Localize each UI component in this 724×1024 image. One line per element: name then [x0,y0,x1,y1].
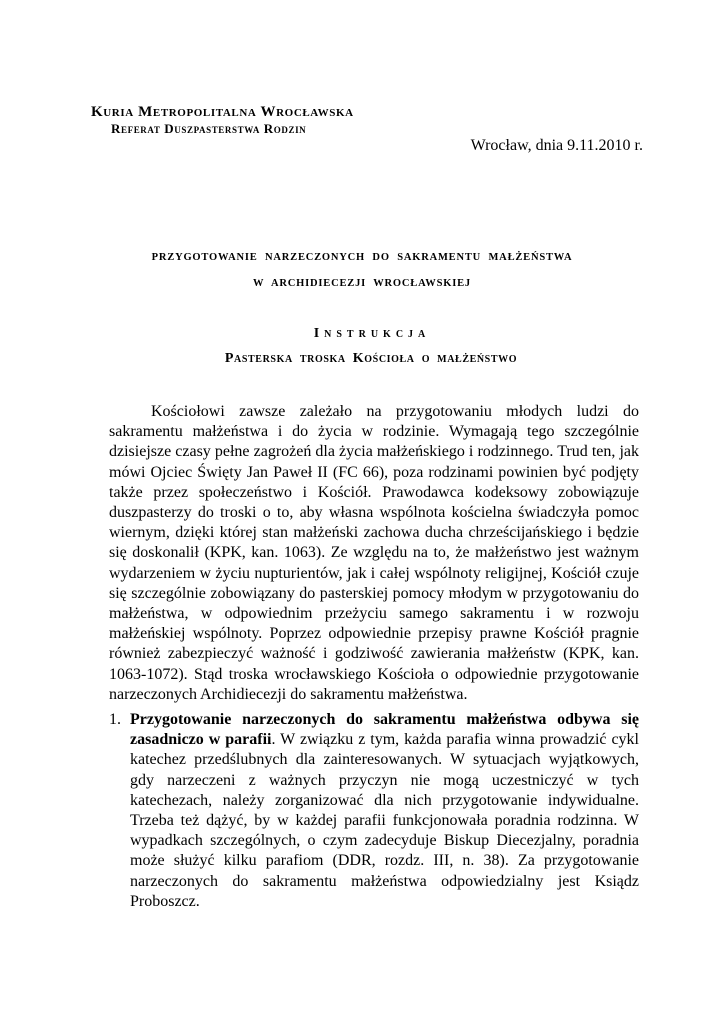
section-subtitle: Pasterska troska Kościoła o małżeństwo [224,351,518,366]
list-item-text: . W związku z tym, każda parafia winna prowadzić cykl katechez przedślubnych dla zainteresowanych. W sytuacjach wyjątkowych, gdy narzeczeni z ważnych przyczyn nie mogą uczestniczyć w tych katechezach, należy zorganizować dla nich przygotowanie indywidualne. Trzeba też dążyć, by w każdej parafii funkcjonowała poradnia rodzinna. W wypadkach szczególnych, o czym zadecyduje Biskup Diecezjalny, poradnia może służyć kilku parafiom (DDR, rozdz. III, n. 38). Za przygotowanie narzeczonych do sakramentu małżeństwa odpowiedzialny jest Ksiądz Proboszcz. [130,731,640,910]
list-item-bold-text: Przygotowanie narzeczonych do sakramentu małżeństwa odbywa się zasadniczo w parafii [130,711,639,749]
intro-paragraph: Kościołowi zawsze zależało na przygotowaniu młodych ludzi do sakramentu małżeństwa i do życia w rodzinie. Wymagają tego szczególnie dzisiejsze czasy pełne zagrożeń dla życia małżeńskiego i rodzinnego. Trud ten, jak mówi Ojciec Święty Jan Paweł II (FC 66), poza rodzinami powinien być podjęty także przez społeczeństwo i Kościół. Prawodawca kodeksowy zobowiązuje duszpasterzy do troski o to, aby własna wspólnota kościelna świadczyła pomoc wiernym, dzięki której stan małżeński zachowa ducha chrześcijańskiego i będzie się doskonalił (KPK, kan. 1063). Ze względu na to, że małżeństwo jest ważnym wydarzeniem w życiu nupturientów, jak i całej wspólnoty religijnej, Kościół czuje się szczególnie zobowiązany do pasterskiej pomocy młodym w przygotowaniu do małżeństwa, w odpowiednim przeżyciu samego sakramentu i w rozwoju małżeńskiej wspólnoty. Poprzez odpowiednie przepisy prawne Kościół pragnie również zabezpieczyć ważność i godziwość zawierania małżeństw (KPK, kan. 1063-1072). Stąd troska wrocławskiego Kościoła o odpowiednie przygotowanie narzeczonych Archidiecezji do sakramentu małżeństwa. [109,403,639,703]
instruction-heading: Instrukcja [313,326,431,341]
document-title: PRZYGOTOWANIE NARZECZONYCH DO SAKRAMENTU MAŁŻEŃSTWA [151,252,573,263]
list-item [130,710,639,912]
document-title-line2: W ARCHIDIECEZJI WROCŁAWSKIEJ [253,278,471,289]
curia-name: Kuria Metropolitalna Wrocławska [91,104,354,120]
list-item-number: 1. [109,711,121,728]
department-name: Referat Duszpasterstwa Rodzin [111,121,307,136]
document-date: Wrocław, dnia 9.11.2010 r. [470,137,643,154]
